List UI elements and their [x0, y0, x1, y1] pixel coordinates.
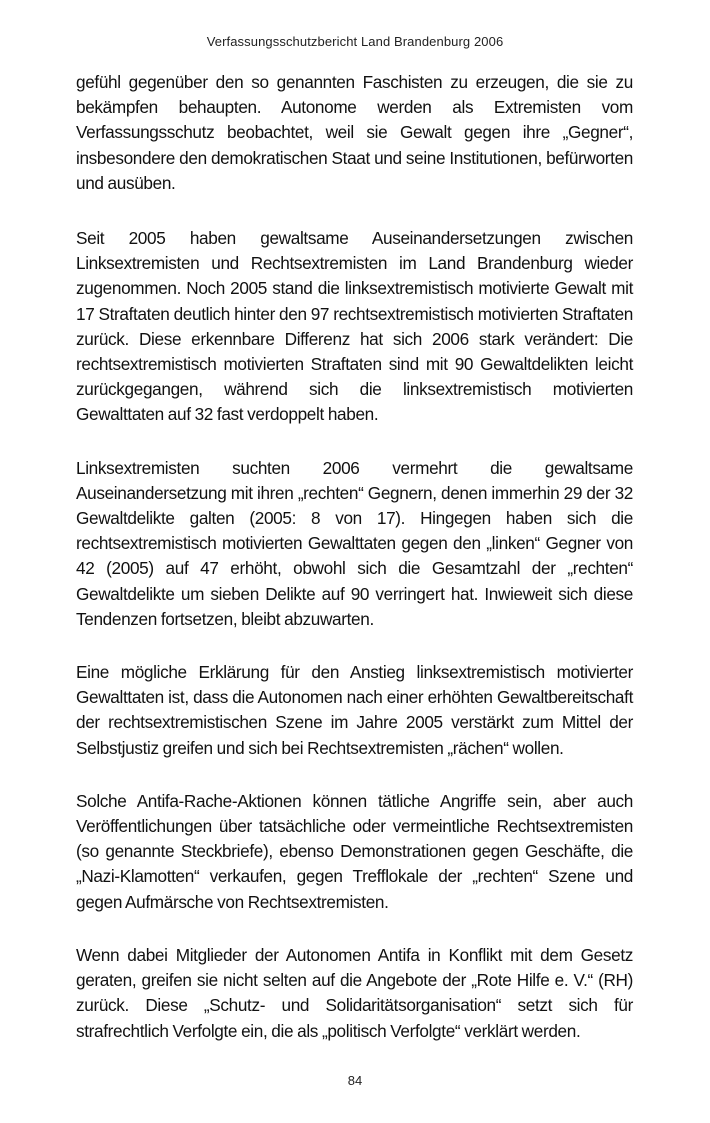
page-number: 84	[347, 1073, 363, 1088]
paragraph-3: Linksextremisten suchten 2006 vermehrt die gewaltsame Auseinandersetzung mit ihren „rechten“ Gegnern, denen immerhin 29 der 32 Gewaltdelikte galten (2005: 8 von 17). Hingegen haben sich die rechtsextremistisch motivierten Gewalttaten gegen den „linken“ Gegner von 42 (2005) auf 47 erhöht, obwohl sich die Gesamtzahl der „rechten“ Gewaltdelikte um sieben Delikte auf 90 verringert hat. Inwieweit sich diese Tendenzen fortsetzen, bleibt abzuwarten.	[76, 457, 633, 629]
running-header: Verfassungsschutzbericht Land Brandenburg 2006	[206, 34, 504, 49]
body-text	[76, 70, 633, 1072]
paragraph-2: Seit 2005 haben gewaltsame Auseinandersetzungen zwischen Linksextremisten und Rechtsextremisten im Land Brandenburg wieder zugenommen. Noch 2005 stand die linksextremistisch motivierte Gewalt mit 17 Straftaten deutlich hinter den 97 rechtsextremistisch motivierten Straftaten zurück. Diese erkennbare Differenz hat sich 2006 stark verändert: Die rechtsextremistisch motivierten Straftaten sind mit 90 Gewaltdelikten leicht zurückgegangen, während sich die linksextremistisch motivierten Gewalttaten auf 32 fast verdoppelt haben.	[76, 228, 633, 425]
paragraph-4: Eine mögliche Erklärung für den Anstieg linksextremistisch motivierter Gewalttaten ist, dass die Autonomen nach einer erhöhten Gewaltbereitschaft der rechtsextremistischen Szene im Jahre 2005 verstärkt zum Mittel der Selbstjustiz greifen und sich bei Rechtsextremisten „rächen“ wollen.	[76, 662, 633, 758]
paragraph-6: Wenn dabei Mitglieder der Autonomen Antifa in Konflikt mit dem Gesetz geraten, greifen sie nicht selten auf die Angebote der „Rote Hilfe e. V.“ (RH) zurück. Diese „Schutz- und Solidaritätsorganisation“ setzt sich für strafrechtlich Verfolgte ein, die als „politisch Verfolgte“ verklärt werden.	[76, 944, 633, 1041]
paragraph-1: gefühl gegenüber den so genannten Faschisten zu erzeugen, die sie zu bekämpfen behaupten. Autonome werden als Extremisten vom Verfassungsschutz beobachtet, weil sie Gewalt gegen ihre „Gegner“, insbesondere den demokratischen Staat und seine Institutionen, befürworten und ausüben.	[76, 72, 633, 193]
paragraph-5: Solche Antifa-Rache-Aktionen können tätliche Angriffe sein, aber auch Veröffentlichungen über tatsächliche oder vermeintliche Rechtsextremisten (so genannte Steckbriefe), ebenso Demonstrationen gegen Geschäfte, die „Nazi-Klamotten“ verkaufen, gegen Trefflokale der „rechten“ Szene und gegen Aufmärsche von Rechtsextremisten.	[76, 790, 633, 912]
